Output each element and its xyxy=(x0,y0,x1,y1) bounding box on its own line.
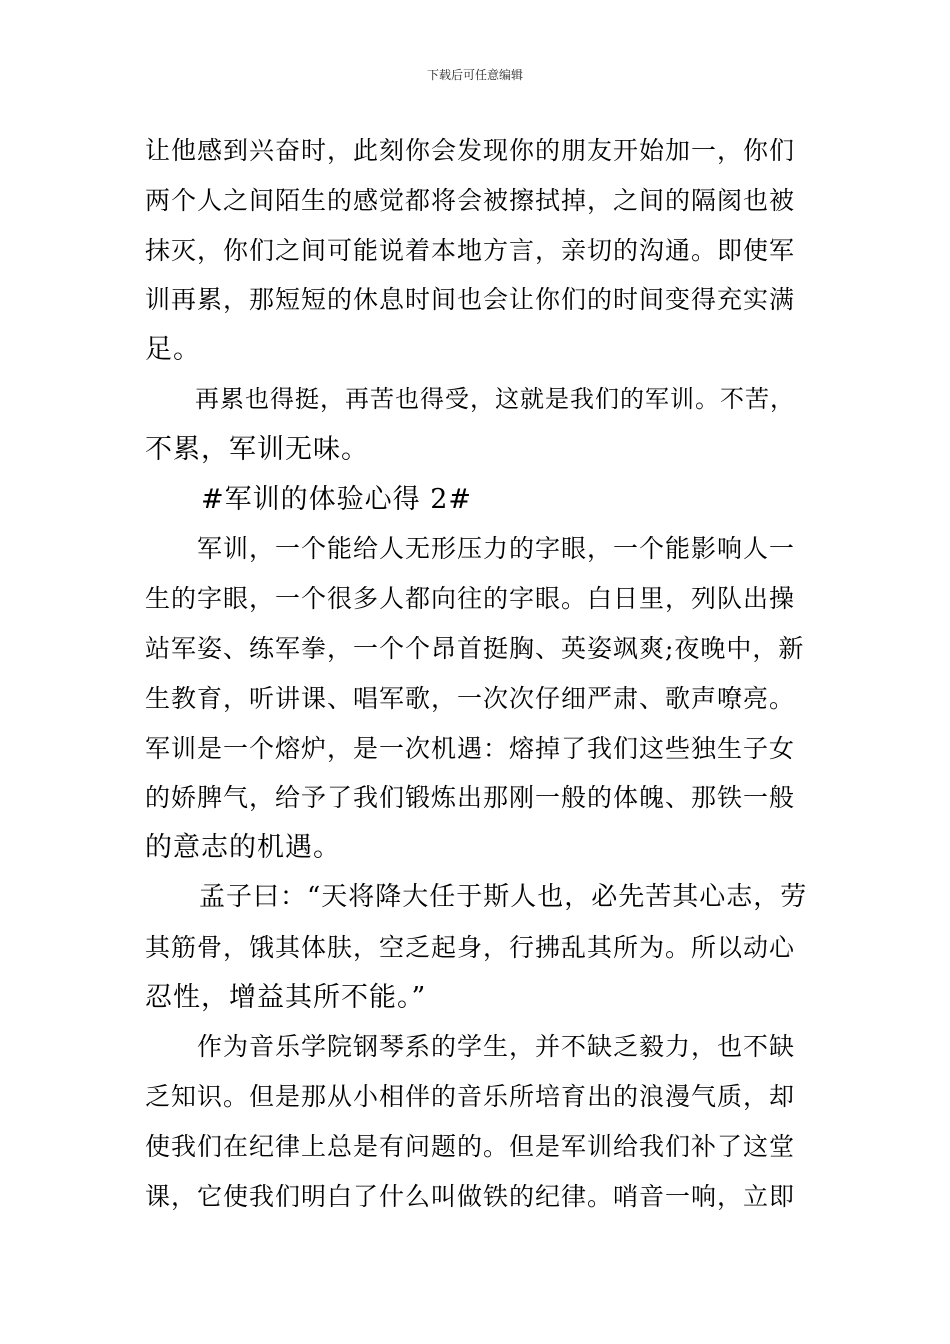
text-line: 让他感到兴奋时，此刻你会发现你的朋友开始加一，你们 xyxy=(145,136,796,165)
text-line: 作为音乐学院钢琴系的学生，并不缺乏毅力，也不缺 xyxy=(145,1032,796,1062)
text-line: 军训，一个能给人无形压力的字眼，一个能影响人一 xyxy=(145,534,796,564)
text-line: 不累，军训无味。 xyxy=(145,433,369,465)
text-line: 课，它使我们明白了什么叫做铁的纪律。哨音一响，立即 xyxy=(145,1181,796,1211)
text-line: 站军姿、练军拳，一个个昂首挺胸、英姿飒爽;夜晚中，新 xyxy=(145,633,805,663)
text-line: 再累也得挺，再苦也得受，这就是我们的军训。不苦， xyxy=(145,384,795,413)
text-line: 生教育，听讲课、唱军歌，一次次仔细严肃、歌声嘹亮。 xyxy=(145,683,796,713)
document-body xyxy=(145,126,807,1222)
text-line: 的意志的机遇。 xyxy=(145,832,341,864)
text-line: 生的字眼，一个很多人都向往的字眼。白日里，列队出操 xyxy=(145,584,796,614)
page-header-note: 下载后可任意编辑 xyxy=(426,68,523,82)
text-line: 乏知识。但是那从小相伴的音乐所培育出的浪漫气质，却 xyxy=(145,1082,796,1112)
text-line: 两个人之间陌生的感觉都将会被擦拭掉，之间的隔阂也被 xyxy=(145,185,796,215)
text-line: 军训是一个熔炉，是一次机遇：熔掉了我们这些独生子女 xyxy=(145,733,796,763)
text-line: 忍性，增益其所不能。” xyxy=(145,981,427,1013)
text-line: 使我们在纪律上总是有问题的。但是军训给我们补了这堂 xyxy=(145,1131,796,1161)
text-line: 足。 xyxy=(145,334,201,366)
section-heading: #军训的体验心得 2# xyxy=(145,483,473,515)
text-line: 其筋骨，饿其体肤，空乏起身，行拂乱其所为。所以动心 xyxy=(145,932,796,962)
text-line: 抹灭，你们之间可能说着本地方言，亲切的沟通。即使军 xyxy=(145,235,796,265)
text-line: 训再累，那短短的休息时间也会让你们的时间变得充实满 xyxy=(145,285,796,315)
text-line: 孟子曰：“天将降大任于斯人也，必先苦其心志，劳 xyxy=(145,881,808,912)
text-line: 的娇脾气，给予了我们锻炼出那刚一般的体魄、那铁一般 xyxy=(145,783,796,813)
